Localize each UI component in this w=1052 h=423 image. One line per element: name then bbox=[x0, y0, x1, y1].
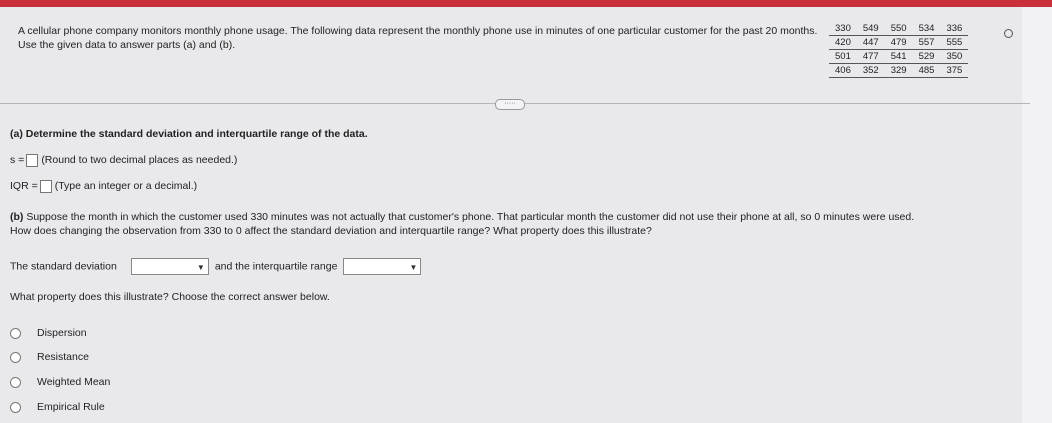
sentence-middle: and the interquartile range bbox=[214, 260, 338, 273]
radio-button[interactable] bbox=[10, 352, 21, 363]
table-cell: 485 bbox=[913, 64, 941, 78]
scrollbar-track[interactable] bbox=[1022, 7, 1052, 423]
table-cell: 330 bbox=[829, 22, 857, 36]
problem-statement: A cellular phone company monitors monthly phone usage. The following data represent the monthly phone use in minutes of one particular customer for the past 20 months. Use the given data to answer parts (a) and (b). bbox=[18, 25, 818, 51]
chevron-down-icon: ▼ bbox=[196, 263, 205, 272]
table-cell: 541 bbox=[885, 50, 913, 64]
iqr-dropdown[interactable] bbox=[343, 258, 421, 275]
table-cell: 529 bbox=[913, 50, 941, 64]
part-a-heading: (a) Determine the standard deviation and interquartile range of the data. bbox=[10, 128, 368, 140]
table-row bbox=[829, 36, 968, 50]
table-cell: 477 bbox=[857, 50, 885, 64]
option-label: Weighted Mean bbox=[37, 376, 111, 388]
part-b-prompt bbox=[10, 210, 1015, 224]
part-b-text: Suppose the month in which the customer used 330 minutes was not actually that customer's phone. That particular month the customer did not use their phone at all, so 0 minutes were used. bbox=[26, 211, 915, 223]
radio-button[interactable] bbox=[10, 402, 21, 413]
table-row bbox=[829, 64, 968, 78]
top-accent-bar bbox=[0, 0, 1052, 7]
iqr-hint: (Type an integer or a decimal.) bbox=[54, 180, 198, 192]
table-cell: 479 bbox=[885, 36, 913, 50]
table-cell: 406 bbox=[829, 64, 857, 78]
option-label: Dispersion bbox=[37, 327, 87, 339]
table-cell: 557 bbox=[913, 36, 941, 50]
table-cell: 329 bbox=[885, 64, 913, 78]
s-answer-input[interactable] bbox=[26, 154, 38, 167]
table-cell: 555 bbox=[940, 36, 968, 50]
table-cell: 375 bbox=[940, 64, 968, 78]
copy-data-icon[interactable] bbox=[1004, 29, 1013, 38]
iqr-answer-input[interactable] bbox=[40, 180, 52, 193]
iqr-answer-row bbox=[10, 179, 197, 193]
answer-sentence bbox=[10, 258, 427, 275]
table-cell: 534 bbox=[913, 22, 941, 36]
chevron-down-icon: ▼ bbox=[409, 263, 418, 272]
table-cell: 550 bbox=[885, 22, 913, 36]
table-cell: 420 bbox=[829, 36, 857, 50]
iqr-label: IQR = bbox=[10, 180, 38, 192]
s-label: s = bbox=[10, 154, 25, 166]
data-table bbox=[829, 22, 968, 78]
expand-more-button[interactable]: ····· bbox=[495, 99, 525, 110]
choose-prompt: What property does this illustrate? Choose the correct answer below. bbox=[10, 291, 330, 303]
table-row bbox=[829, 22, 968, 36]
table-cell: 350 bbox=[940, 50, 968, 64]
std-dev-dropdown[interactable] bbox=[131, 258, 209, 275]
s-answer-row bbox=[10, 153, 237, 167]
radio-button[interactable] bbox=[10, 377, 21, 388]
part-b-label: (b) bbox=[10, 211, 24, 223]
part-b-question: How does changing the observation from 330 to 0 affect the standard deviation and interquartile range? What property does this illustrate? bbox=[10, 225, 652, 237]
option-label: Resistance bbox=[37, 351, 89, 363]
table-cell: 549 bbox=[857, 22, 885, 36]
table-cell: 352 bbox=[857, 64, 885, 78]
table-cell: 501 bbox=[829, 50, 857, 64]
table-cell: 447 bbox=[857, 36, 885, 50]
s-hint: (Round to two decimal places as needed.) bbox=[41, 154, 238, 166]
table-row bbox=[829, 50, 968, 64]
table-cell: 336 bbox=[940, 22, 968, 36]
sentence-start: The standard deviation bbox=[10, 260, 117, 273]
radio-button[interactable] bbox=[10, 328, 21, 339]
option-label: Empirical Rule bbox=[37, 401, 105, 413]
